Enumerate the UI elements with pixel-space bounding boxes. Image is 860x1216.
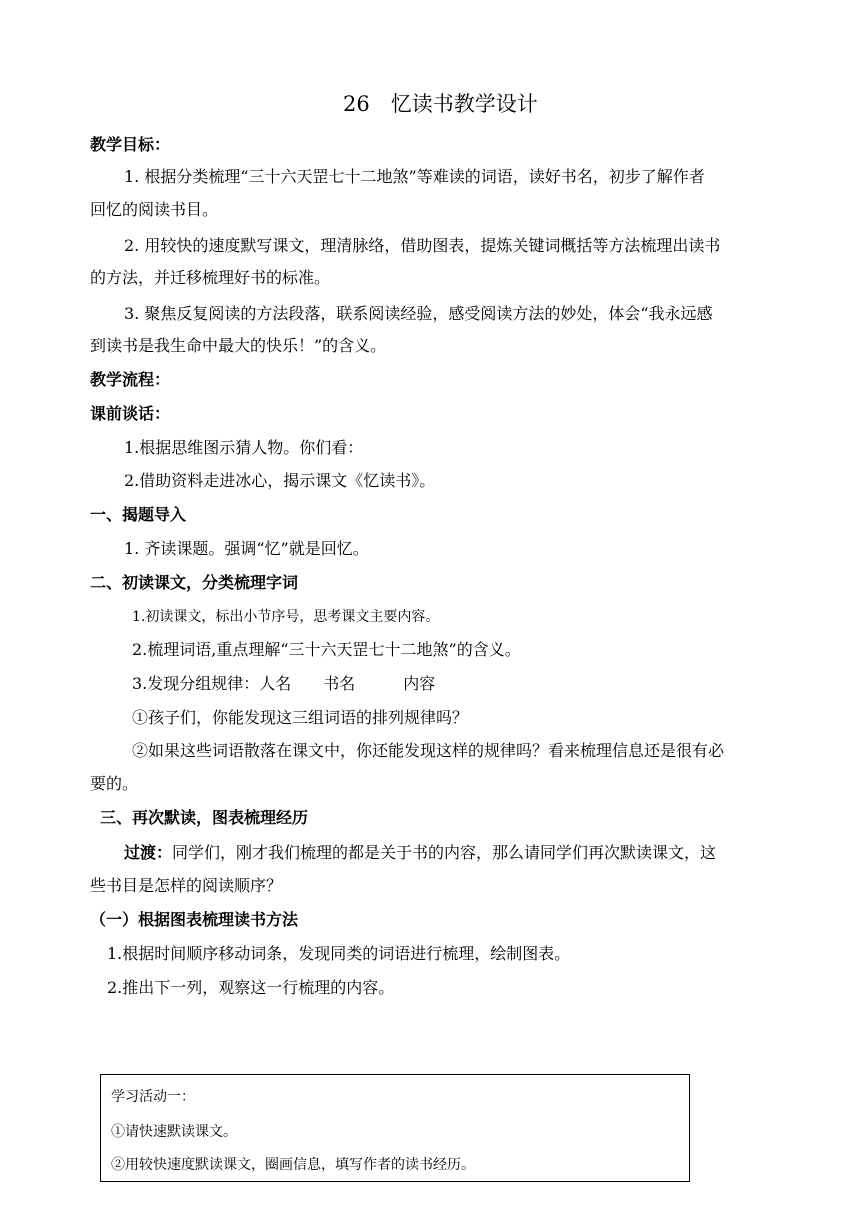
goal-1-line-1: 1. 根据分类梳理“三十六天罡七十二地煞”等难读的词语，读好书名，初步了解作者: [124, 167, 705, 186]
learning-activity-box: [100, 1074, 690, 1182]
goal-2-line-2: 的方法，并迁移梳理好书的标准。: [90, 268, 331, 287]
activity-item-1: ①请快速默读课文。: [111, 1124, 237, 1140]
section-2-item-1: 1.初读课文，标出小节序号，思考课文主要内容。: [132, 609, 440, 625]
section-2-sub-2-line-1: ②如果这些词语散落在课文中，你还能发现这样的规律吗？看来梳理信息还是很有必: [132, 741, 725, 760]
process-heading: 教学流程：: [90, 370, 171, 389]
pre-talk-item-1: 1.根据思维图示猜人物。你们看：: [124, 438, 364, 457]
goals-heading: 教学目标：: [90, 135, 171, 154]
page-title: 26 忆读书教学设计: [343, 92, 538, 116]
goal-3-line-2: 到读书是我生命中最大的快乐！”的含义。: [90, 336, 387, 355]
pre-talk-heading: 课前谈话：: [90, 404, 171, 423]
section-1-item-1: 1. 齐读课题。强调“忆”就是回忆。: [124, 539, 369, 558]
section-2-heading: 二、初读课文，分类梳理字词: [90, 573, 299, 592]
goal-3-line-1: 3. 聚焦反复阅读的方法段落，联系阅读经验，感受阅读方法的妙处，体会“我永远感: [124, 304, 713, 323]
section-2-item-2: 2.梳理词语,重点理解“三十六天罡七十二地煞”的含义。: [132, 640, 521, 659]
transition-line-2: 些书目是怎样的阅读顺序？: [90, 876, 283, 895]
section-3-heading: 三、再次默读，图表梳理经历: [100, 808, 309, 827]
section-2-sub-2-line-2: 要的。: [90, 774, 139, 793]
section-2-sub-1: ①孩子们，你能发现这三组词语的排列规律吗？: [132, 708, 469, 727]
section-1-heading: 一、揭题导入: [90, 505, 187, 524]
transition-text: 同学们，刚才我们梳理的都是关于书的内容，那么请同学们再次默读课文，这: [172, 843, 717, 862]
goal-1-line-2: 回忆的阅读书目。: [90, 200, 219, 219]
section-3-item-2: 2.推出下一列，观察这一行梳理的内容。: [107, 978, 395, 997]
section-2-item-3: 3.发现分组规律：人名 书名 内容: [132, 674, 436, 693]
activity-title: 学习活动一：: [111, 1089, 195, 1105]
section-3-item-1: 1.根据时间顺序移动词条，发现同类的词语进行梳理，绘制图表。: [107, 944, 571, 963]
activity-item-2: ②用较快速度默读课文，圈画信息，填写作者的读书经历。: [111, 1157, 475, 1173]
transition-line-1: [124, 843, 716, 863]
goal-2-line-1: 2. 用较快的速度默写课文，理清脉络，借助图表，提炼关键词概括等方法梳理出读书: [124, 236, 721, 255]
section-3-sub-heading: （一）根据图表梳理读书方法: [90, 910, 299, 929]
transition-label: 过渡：: [124, 843, 173, 862]
pre-talk-item-2: 2.借助资料走进冰心，揭示课文《忆读书》。: [124, 471, 436, 490]
